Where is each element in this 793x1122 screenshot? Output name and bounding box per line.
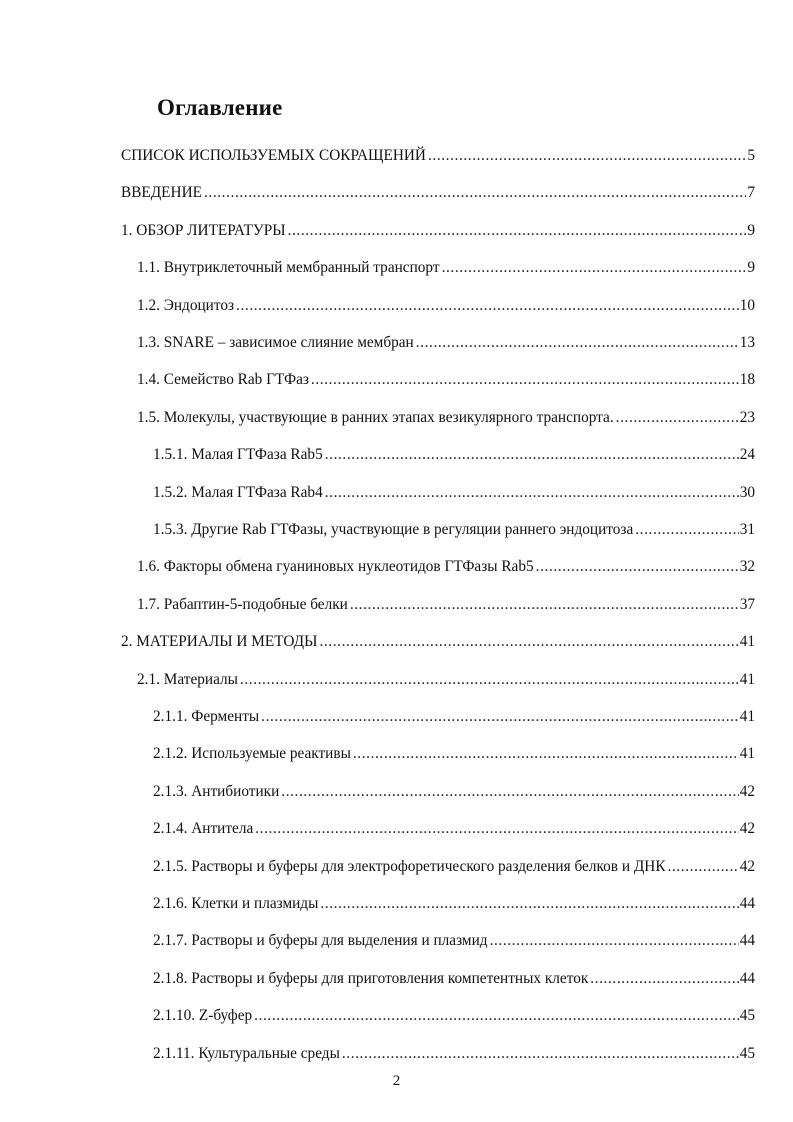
toc-entry[interactable]: [137, 258, 755, 278]
toc-entry[interactable]: [137, 333, 755, 353]
toc-entry-page: 42: [739, 857, 755, 875]
toc-entry-page: 44: [739, 895, 755, 912]
toc-entry-page: 41: [739, 708, 755, 725]
toc-entry[interactable]: [121, 183, 755, 203]
dot-leader: [240, 670, 739, 690]
toc-entry-page: 45: [739, 1007, 755, 1025]
dot-leader: [353, 744, 739, 764]
toc-entry-label: 1.5. Молекулы, участвующие в ранних этапах везикулярного транспорта.: [137, 408, 614, 426]
toc-entry-page: 31: [739, 521, 755, 538]
page-number: 2: [392, 1073, 401, 1089]
toc-entry[interactable]: [153, 1044, 755, 1064]
toc-entry[interactable]: [153, 744, 755, 764]
toc-entry[interactable]: [153, 894, 755, 914]
toc-entry-page: 44: [739, 932, 755, 950]
toc-entry-page: 44: [739, 969, 755, 987]
dot-leader: [281, 782, 738, 802]
dot-leader: [320, 894, 738, 914]
toc-entry[interactable]: [153, 707, 755, 727]
toc-entry[interactable]: [153, 483, 755, 503]
toc-entry[interactable]: [153, 782, 755, 802]
toc-entry-label: 1. ОБЗОР ЛИТЕРАТУРЫ: [121, 221, 286, 239]
toc-entry[interactable]: [153, 819, 755, 839]
toc-entry[interactable]: [137, 670, 755, 690]
toc-entry[interactable]: [153, 931, 755, 951]
toc-entry-label: 2.1.5. Растворы и буферы для электрофоретического разделения белков и ДНК: [153, 857, 666, 875]
toc-entry-page: 32: [739, 558, 755, 576]
toc-entry[interactable]: [137, 408, 755, 428]
toc-entry-label: 1.2. Эндоцитоз: [137, 296, 235, 314]
toc-entry-page: 9: [747, 221, 755, 239]
toc-entry[interactable]: [121, 221, 755, 241]
toc-entry-label: 1.4. Семейство Rab ГТФаз: [137, 371, 309, 389]
toc-entry[interactable]: [153, 520, 755, 540]
toc-entry[interactable]: [137, 595, 755, 615]
toc-entry-label: СПИСОК ИСПОЛЬЗУЕМЫХ СОКРАЩЕНИЙ: [121, 147, 426, 164]
toc-entry[interactable]: [137, 296, 755, 316]
dot-leader: [204, 183, 746, 203]
dot-leader: [255, 819, 738, 839]
toc-entry[interactable]: [121, 632, 755, 652]
toc-entry-label: 2.1.2. Используемые реактивы: [153, 745, 351, 763]
toc-entry-page: 18: [739, 371, 755, 389]
toc-entry-label: 2.1.3. Антибиотики: [153, 782, 280, 800]
toc-title: Оглавление: [157, 95, 283, 120]
toc-entry[interactable]: [153, 445, 755, 465]
dot-leader: [616, 408, 739, 428]
toc-entry[interactable]: [137, 557, 755, 577]
toc-entry[interactable]: [153, 1006, 755, 1026]
toc-entry-page: 7: [747, 184, 755, 202]
toc-entry-label: 2.1.11. Культуральные среды: [153, 1044, 340, 1062]
dot-leader: [442, 258, 747, 278]
toc-entry-label: ВВЕДЕНИЕ: [121, 184, 202, 202]
dot-leader: [536, 557, 739, 577]
toc-entry[interactable]: [153, 857, 755, 877]
toc-entry-page: 41: [739, 670, 755, 688]
dot-leader: [668, 857, 739, 877]
toc-entry[interactable]: [121, 146, 755, 166]
toc-entry-page: 42: [739, 820, 755, 838]
toc-entry-page: 10: [739, 296, 755, 314]
dot-leader: [342, 1044, 739, 1064]
dot-leader: [325, 483, 739, 503]
toc-entry-page: 24: [739, 446, 755, 464]
toc-entry-label: 1.7. Рабаптин-5-подобные белки: [137, 595, 348, 613]
toc-entry[interactable]: [137, 370, 755, 390]
toc-entry-label: 1.1. Внутриклеточный мембранный транспорт: [137, 259, 440, 277]
dot-leader: [635, 520, 738, 540]
dot-leader: [590, 969, 738, 989]
dot-leader: [319, 632, 738, 652]
toc-entry-label: 2.1.4. Антитела: [153, 820, 254, 838]
toc-entry-label: 1.5.3. Другие Rab ГТФазы, участвующие в регуляции раннего эндоцитоза: [153, 521, 634, 538]
dot-leader: [490, 931, 739, 951]
dot-leader: [428, 146, 746, 166]
dot-leader: [311, 370, 739, 390]
toc-entry[interactable]: [153, 969, 755, 989]
toc-entry-label: 1.5.1. Малая ГТФаза Rab5: [153, 446, 323, 464]
dot-leader: [288, 221, 747, 241]
toc-entry-label: 2.1.10. Z-буфер: [153, 1007, 253, 1025]
toc-entry-page: 45: [739, 1044, 755, 1062]
toc-entry-label: 1.5.2. Малая ГТФаза Rab4: [153, 483, 323, 501]
dot-leader: [325, 445, 739, 465]
toc-entry-page: 30: [739, 483, 755, 501]
dot-leader: [261, 707, 739, 727]
toc-entry-page: 41: [739, 745, 755, 763]
toc-entry-label: 2.1.7. Растворы и буферы для выделения и плазмид: [153, 932, 488, 950]
toc-entry-label: 1.3. SNARE – зависимое слияние мембран: [137, 334, 414, 351]
toc-entry-page: 41: [739, 633, 755, 651]
toc-entry-label: 2.1. Материалы: [137, 670, 238, 688]
toc-entry-page: 9: [747, 259, 755, 277]
dot-leader: [236, 296, 739, 316]
toc-entry-label: 2.1.8. Растворы и буферы для приготовления компетентных клеток: [153, 969, 589, 987]
toc-entry-label: 2. МАТЕРИАЛЫ И МЕТОДЫ: [121, 633, 318, 651]
dot-leader: [254, 1006, 739, 1026]
toc-entry-page: 13: [739, 334, 755, 351]
toc-entry-page: 42: [739, 782, 755, 800]
toc-entry-label: 2.1.1. Ферменты: [153, 708, 260, 725]
toc-entry-label: 1.6. Факторы обмена гуаниновых нуклеотидов ГТФазы Rab5: [137, 558, 534, 576]
toc-entry-page: 23: [739, 408, 755, 426]
toc-entry-label: 2.1.6. Клетки и плазмиды: [153, 895, 319, 912]
dot-leader: [416, 333, 739, 353]
toc-entry-page: 5: [747, 147, 755, 164]
dot-leader: [350, 595, 739, 615]
toc-entry-page: 37: [739, 595, 755, 613]
